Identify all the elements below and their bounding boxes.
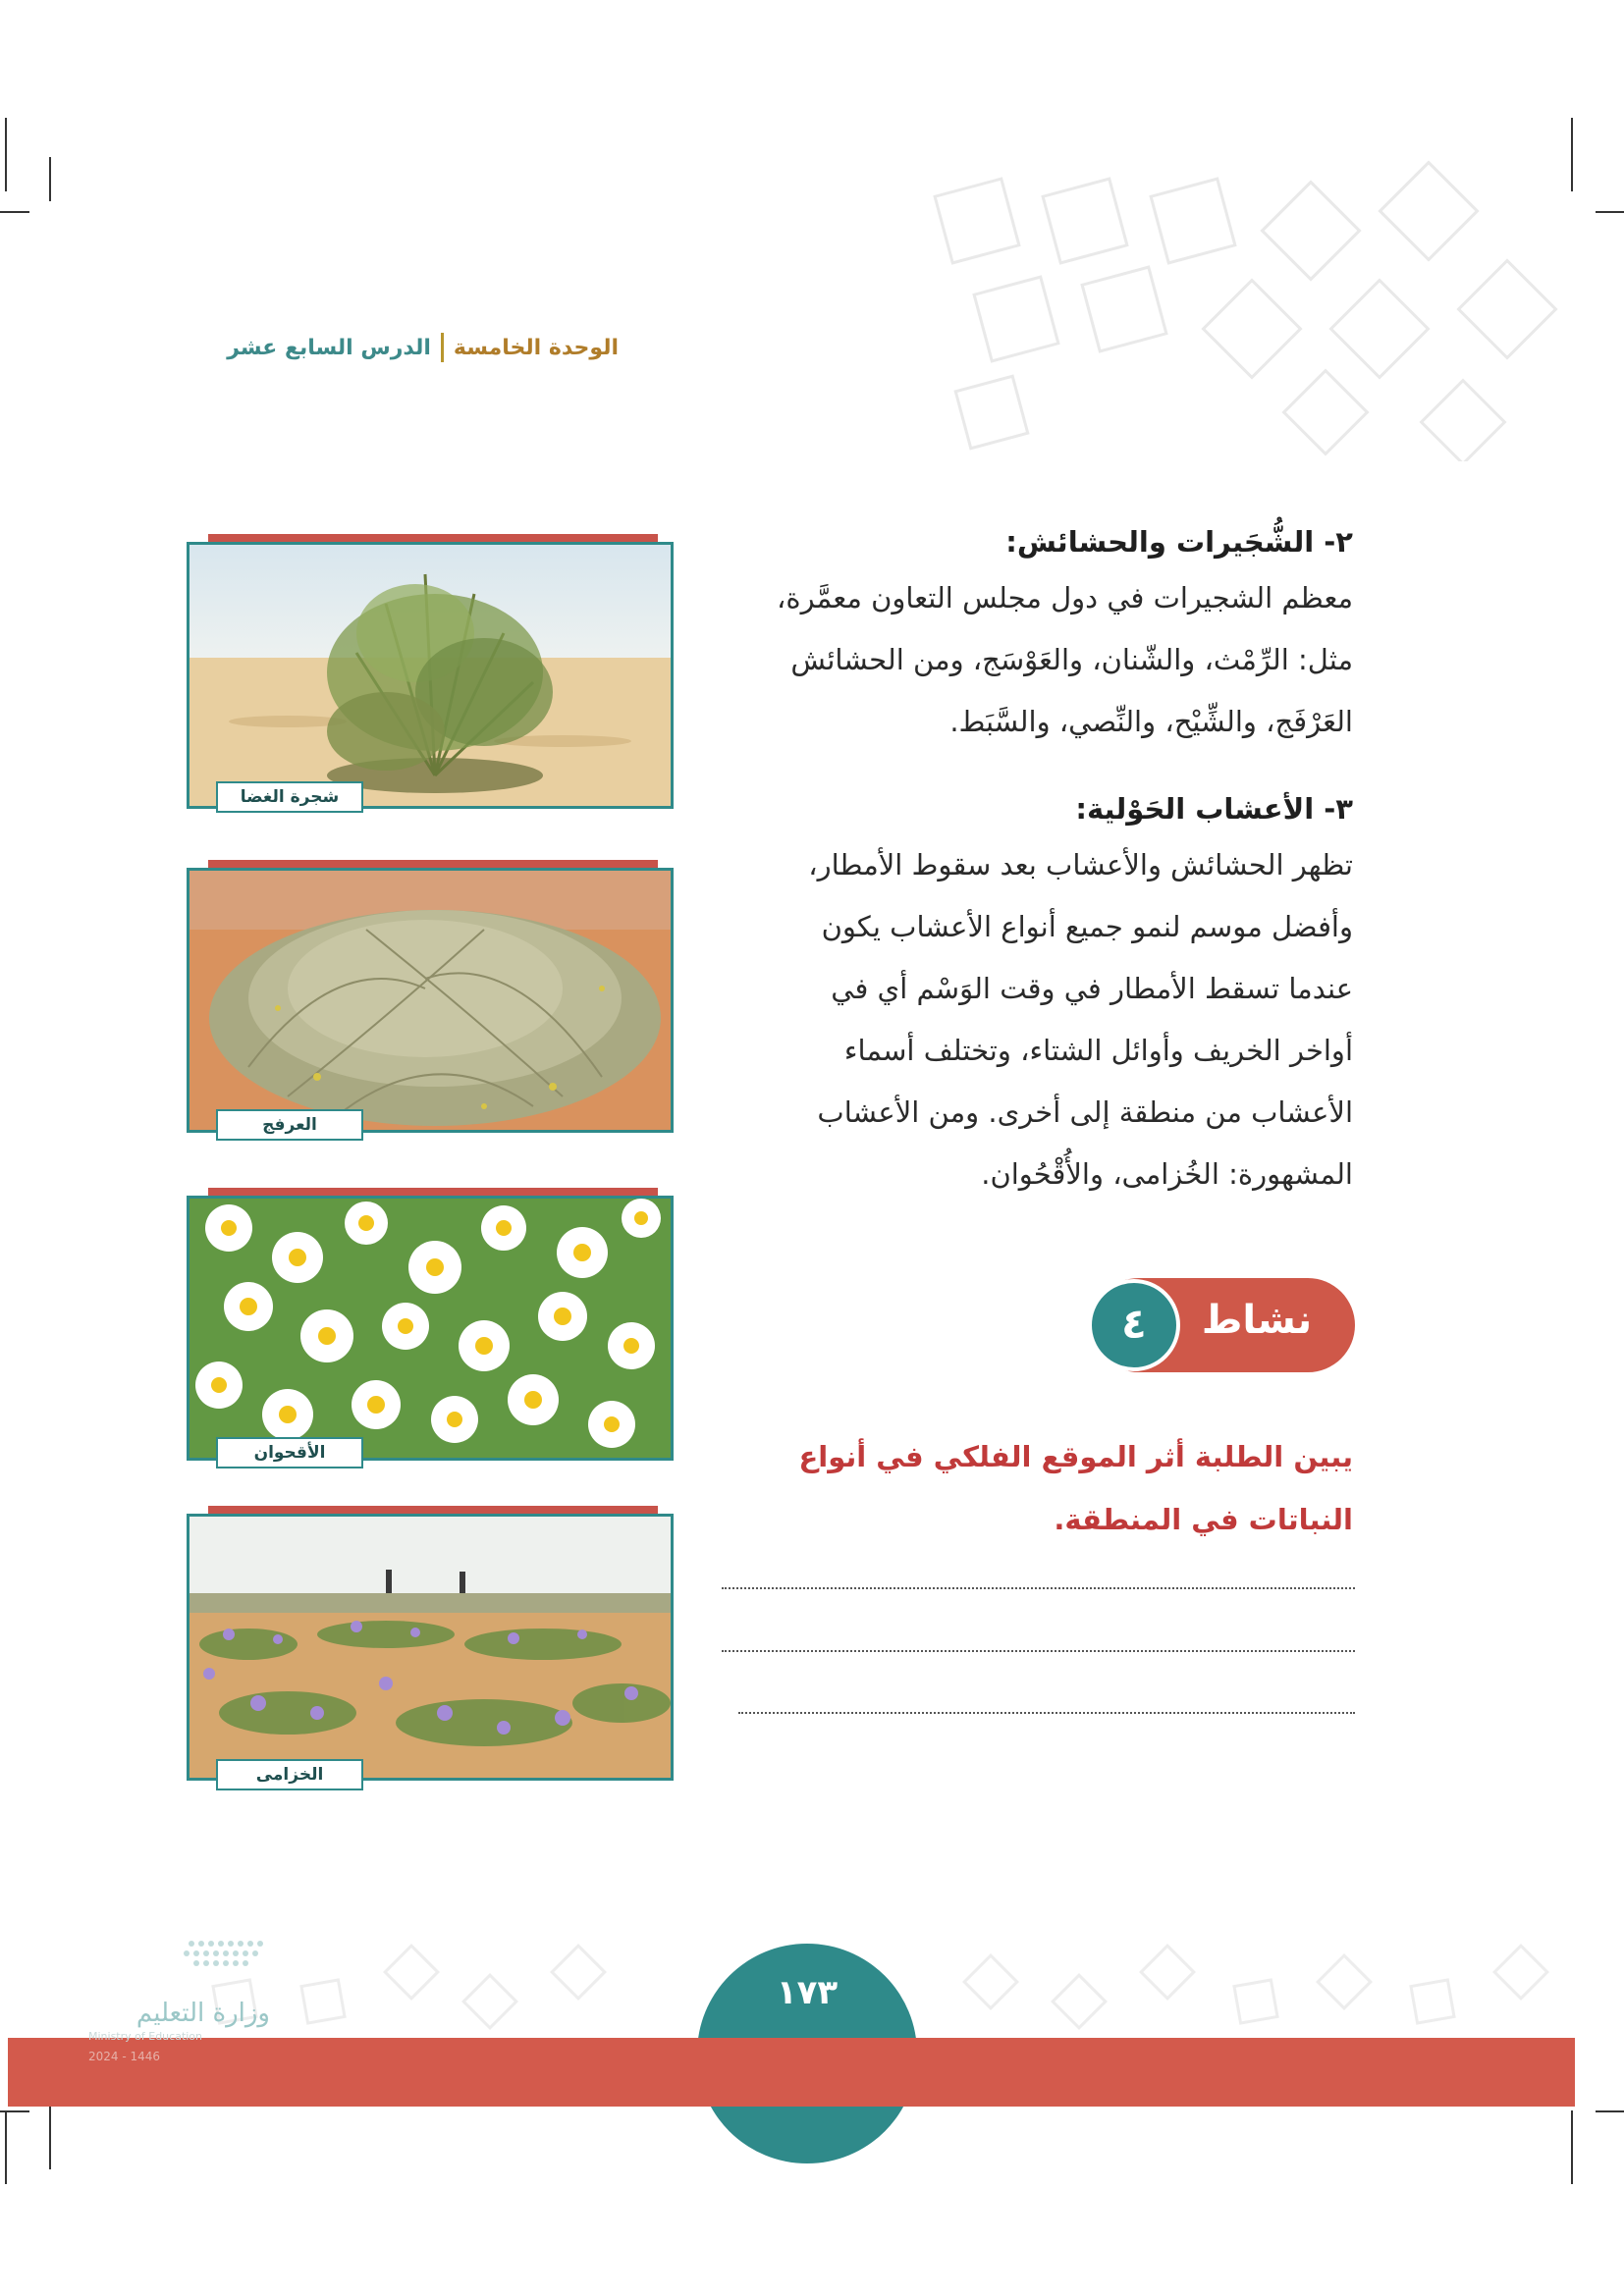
paragraph-line: العَرْفَج، والشِّيْح، والنِّصي، والسَّبَط.: [949, 705, 1353, 738]
answer-line[interactable]: [738, 1712, 1355, 1714]
page-header: [187, 328, 619, 367]
photo-top-bar: [208, 534, 658, 542]
crop-mark: [5, 118, 7, 191]
crop-mark: [1596, 211, 1624, 213]
ministry-logo-subtitle: Ministry of Education: [88, 2030, 203, 2043]
paragraph-line: عندما تسقط الأمطار في وقت الوَسْم أي في: [831, 972, 1353, 1005]
crop-mark: [5, 2110, 7, 2184]
lavender-field-photo: [187, 1514, 674, 1781]
paragraph-line: أواخر الخريف وأوائل الشتاء، وتختلف أسماء: [843, 1034, 1353, 1067]
page-number: ١٧٣: [776, 1973, 839, 2012]
decorative-pattern: [923, 157, 1571, 461]
photo-caption: الخزامى: [216, 1759, 363, 1790]
crop-mark: [49, 157, 51, 201]
paragraph-line: تظهر الحشائش والأعشاب بعد سقوط الأمطار،: [808, 848, 1353, 881]
answer-line[interactable]: [722, 1587, 1355, 1589]
section-shrubs: [715, 516, 1353, 753]
section-heading: ٣- الأعشاب الحَوْلية:: [1075, 792, 1353, 826]
edition-year: 2024 - 1446: [88, 2050, 161, 2063]
section-annual-herbs: [715, 783, 1353, 1205]
answer-line[interactable]: [722, 1650, 1355, 1652]
photo-top-bar: [208, 1506, 658, 1514]
photo-top-bar: [208, 1188, 658, 1196]
paragraph-line: الأعشاب من منطقة إلى أخرى. ومن الأعشاب: [817, 1095, 1353, 1129]
paragraph-line: معظم الشجيرات في دول مجلس التعاون معمَّرة،: [777, 581, 1353, 614]
photo-caption: شجرة الغضا: [216, 781, 363, 813]
grass-bush-photo: [187, 868, 674, 1133]
activity-text: يبين الطلبة أثر الموقع الفلكي في أنواع النباتات في المنطقة.: [798, 1440, 1353, 1536]
crop-mark: [0, 2110, 29, 2112]
header-separator: [441, 333, 444, 362]
paragraph-line: المشهورة: الخُزامى، والأُقْحُوان.: [981, 1157, 1353, 1191]
photo-caption: العرفج: [216, 1109, 363, 1141]
crop-mark: [1596, 2110, 1624, 2112]
paragraph-line: وأفضل موسم لنمو جميع أنواع الأعشاب يكون: [821, 910, 1353, 943]
photo-top-bar: [208, 860, 658, 868]
daisy-flowers-photo: [187, 1196, 674, 1461]
crop-mark: [1571, 118, 1573, 191]
activity-label: نشاط: [1201, 1298, 1313, 1343]
unit-title: الوحدة الخامسة: [453, 335, 619, 360]
desert-shrub-photo: [187, 542, 674, 809]
crop-mark: [1571, 2110, 1573, 2184]
activity-number: ٤: [1088, 1279, 1180, 1371]
lesson-title: الدرس السابع عشر: [227, 335, 431, 360]
ministry-logo-text: وزارة التعليم: [135, 1999, 270, 2028]
crop-mark: [0, 211, 29, 213]
section-heading: ٢- الشُّجَيرات والحشائش:: [1005, 525, 1353, 559]
photo-caption: الأقحوان: [216, 1437, 363, 1468]
paragraph-line: مثل: الرِّمْث، والشّنان، والعَوْسَج، ومن الحشائش: [790, 643, 1353, 676]
